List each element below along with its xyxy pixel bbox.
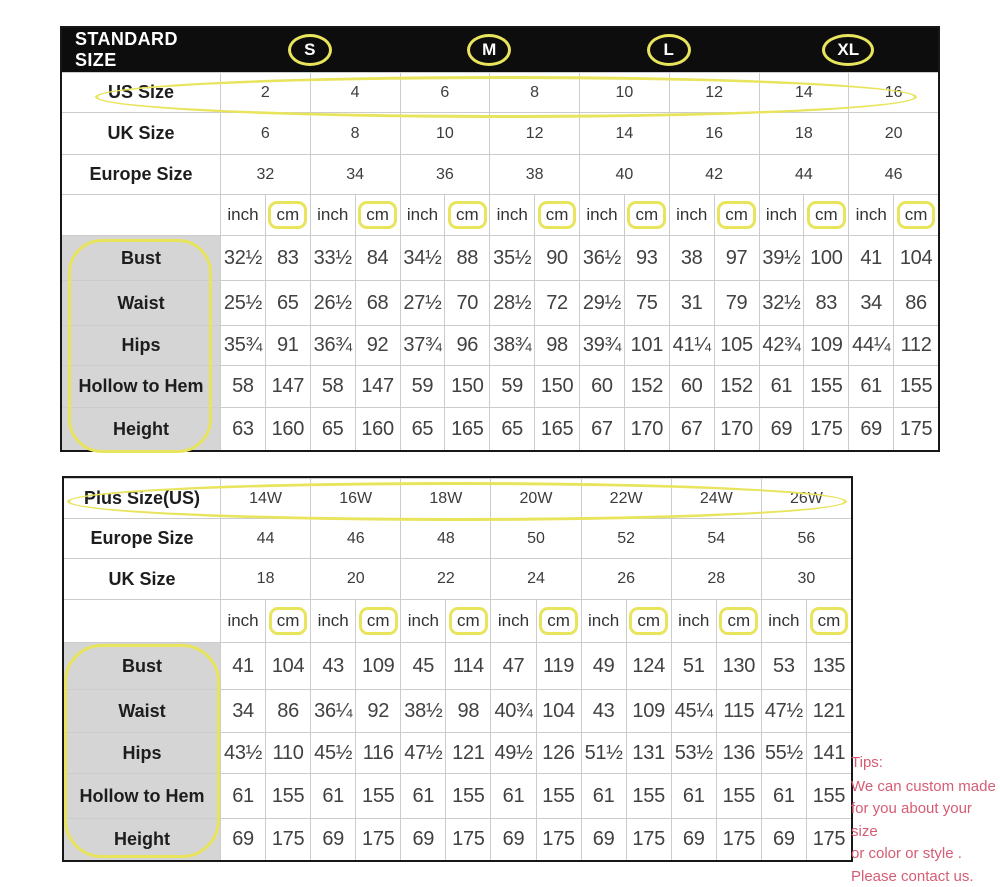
size-value: 56 [761, 518, 851, 558]
measure-value: 61 [671, 773, 716, 818]
size-value: 34 [310, 154, 400, 194]
row-label: UK Size [62, 112, 220, 154]
tips-line: We can custom made [851, 777, 996, 795]
size-value: 14W [220, 478, 310, 518]
measure-value: 93 [624, 235, 669, 280]
measure-value: 32½ [220, 235, 265, 280]
measure-value: 147 [265, 365, 310, 407]
measure-value: 28½ [489, 280, 534, 325]
size-value: 2 [220, 72, 310, 112]
measure-value: 92 [355, 325, 400, 365]
measure-value: 43 [310, 642, 355, 689]
size-value: 46 [310, 518, 400, 558]
measure-value: 135 [806, 642, 851, 689]
measure-value: 47 [490, 642, 535, 689]
unit-cm [803, 194, 848, 235]
measure-value: 155 [445, 773, 490, 818]
measure-value: 92 [355, 689, 400, 732]
size-value: 46 [848, 154, 938, 194]
measure-value: 131 [626, 732, 671, 773]
measure-value: 67 [579, 407, 624, 450]
measure-value: 69 [848, 407, 893, 450]
measure-value: 34 [220, 689, 265, 732]
size-value: 18 [220, 558, 310, 599]
measure-value: 105 [714, 325, 759, 365]
unit-inch: inch [220, 599, 265, 642]
measure-value: 150 [444, 365, 489, 407]
measure-value: 69 [310, 818, 355, 860]
measure-value: 165 [444, 407, 489, 450]
size-value: 12 [489, 112, 579, 154]
tips-line: Please contact us. [851, 867, 974, 885]
measure-value: 101 [624, 325, 669, 365]
measure-value: 104 [265, 642, 310, 689]
measure-value: 175 [806, 818, 851, 860]
unit-cm-highlight: cm [627, 201, 666, 229]
size-value: 10 [579, 72, 669, 112]
measure-value: 27½ [400, 280, 445, 325]
measure-value: 86 [893, 280, 938, 325]
tips-line: for you about your size [851, 800, 972, 840]
size-value: 44 [759, 154, 849, 194]
measure-value: 61 [761, 773, 806, 818]
measure-value: 45½ [310, 732, 355, 773]
measure-value: 35½ [489, 235, 534, 280]
measure-value: 155 [803, 365, 848, 407]
measure-value: 65 [489, 407, 534, 450]
measure-value: 126 [536, 732, 581, 773]
size-value: 22W [581, 478, 671, 518]
size-value: 54 [671, 518, 761, 558]
measure-value: 114 [445, 642, 490, 689]
size-value: 12 [669, 72, 759, 112]
tips-line: or color or style . [851, 845, 962, 862]
measure-value: 36¼ [310, 689, 355, 732]
measure-value: 25½ [220, 280, 265, 325]
measure-value: 170 [714, 407, 759, 450]
size-value: 48 [400, 518, 490, 558]
measure-value: 175 [445, 818, 490, 860]
unit-cm-highlight: cm [897, 201, 936, 229]
measure-value: 61 [220, 773, 265, 818]
measure-value: 75 [624, 280, 669, 325]
row-label: Plus Size(US) [64, 478, 220, 518]
size-value: 20 [310, 558, 400, 599]
size-value: 36 [400, 154, 490, 194]
unit-inch: inch [761, 599, 806, 642]
measure-value: 61 [400, 773, 445, 818]
size-group-m [400, 28, 580, 72]
unit-inch: inch [848, 194, 893, 235]
row-label: Hips [64, 732, 220, 773]
measure-value: 98 [445, 689, 490, 732]
unit-cm [445, 599, 490, 642]
unit-cm [444, 194, 489, 235]
unit-row-spacer [62, 194, 220, 235]
size-value: 42 [669, 154, 759, 194]
unit-cm-highlight: cm [810, 607, 849, 635]
measure-value: 65 [265, 280, 310, 325]
size-value: 30 [761, 558, 851, 599]
measure-value: 69 [400, 818, 445, 860]
measure-value: 69 [490, 818, 535, 860]
measure-value: 40¾ [490, 689, 535, 732]
row-label: Hollow to Hem [64, 773, 220, 818]
measure-value: 136 [716, 732, 761, 773]
measure-value: 104 [893, 235, 938, 280]
size-value: 22 [400, 558, 490, 599]
measure-value: 43½ [220, 732, 265, 773]
measure-value: 61 [310, 773, 355, 818]
measure-value: 69 [761, 818, 806, 860]
measure-value: 69 [759, 407, 804, 450]
measure-value: 130 [716, 642, 761, 689]
row-label: Hips [62, 325, 220, 365]
size-value: 16 [669, 112, 759, 154]
measure-value: 109 [626, 689, 671, 732]
measure-value: 43 [581, 689, 626, 732]
measure-value: 155 [716, 773, 761, 818]
measure-value: 155 [355, 773, 400, 818]
unit-inch: inch [581, 599, 626, 642]
size-value: 40 [579, 154, 669, 194]
measure-value: 141 [806, 732, 851, 773]
row-label: Height [64, 818, 220, 860]
unit-inch: inch [400, 599, 445, 642]
measure-value: 155 [893, 365, 938, 407]
unit-cm-highlight: cm [538, 201, 577, 229]
unit-cm-highlight: cm [448, 201, 487, 229]
unit-cm-highlight: cm [629, 607, 668, 635]
row-label: Waist [64, 689, 220, 732]
measure-value: 112 [893, 325, 938, 365]
size-value: 20W [490, 478, 580, 518]
measure-value: 41¼ [669, 325, 714, 365]
measure-value: 60 [669, 365, 714, 407]
measure-value: 59 [489, 365, 534, 407]
measure-value: 100 [803, 235, 848, 280]
unit-cm [806, 599, 851, 642]
measure-value: 165 [534, 407, 579, 450]
size-value: 10 [400, 112, 490, 154]
measure-value: 175 [536, 818, 581, 860]
measure-value: 34 [848, 280, 893, 325]
size-value: 52 [581, 518, 671, 558]
measure-value: 90 [534, 235, 579, 280]
measure-value: 152 [714, 365, 759, 407]
measure-value: 70 [444, 280, 489, 325]
measure-value: 152 [624, 365, 669, 407]
measure-value: 55½ [761, 732, 806, 773]
row-label: Europe Size [64, 518, 220, 558]
size-value: 8 [489, 72, 579, 112]
size-value: 18 [759, 112, 849, 154]
measure-value: 150 [534, 365, 579, 407]
measure-value: 61 [581, 773, 626, 818]
measure-value: 31 [669, 280, 714, 325]
unit-cm [265, 599, 310, 642]
unit-cm [716, 599, 761, 642]
unit-cm-highlight: cm [358, 201, 397, 229]
unit-cm-highlight: cm [359, 607, 398, 635]
size-group-s [220, 28, 400, 72]
unit-cm [355, 194, 400, 235]
measure-value: 59 [400, 365, 445, 407]
measure-value: 83 [803, 280, 848, 325]
measure-value: 88 [444, 235, 489, 280]
measure-value: 36½ [579, 235, 624, 280]
tips-title: Tips: [851, 754, 883, 771]
measure-value: 98 [534, 325, 579, 365]
measure-value: 63 [220, 407, 265, 450]
measure-value: 41 [848, 235, 893, 280]
size-value: 4 [310, 72, 400, 112]
unit-cm [536, 599, 581, 642]
measure-value: 67 [669, 407, 714, 450]
unit-cm [265, 194, 310, 235]
measure-value: 79 [714, 280, 759, 325]
measure-value: 160 [355, 407, 400, 450]
size-group-label-m: M [467, 34, 511, 66]
measure-value: 53½ [671, 732, 716, 773]
measure-value: 175 [355, 818, 400, 860]
size-value: 24 [490, 558, 580, 599]
measure-value: 36¾ [310, 325, 355, 365]
measure-value: 109 [803, 325, 848, 365]
size-value: 20 [848, 112, 938, 154]
unit-cm [714, 194, 759, 235]
measure-value: 175 [626, 818, 671, 860]
size-value: 6 [400, 72, 490, 112]
measure-value: 60 [579, 365, 624, 407]
measure-value: 61 [759, 365, 804, 407]
measure-value: 58 [310, 365, 355, 407]
size-group-l [579, 28, 759, 72]
measure-value: 44¼ [848, 325, 893, 365]
size-value: 50 [490, 518, 580, 558]
measure-value: 49 [581, 642, 626, 689]
unit-inch: inch [759, 194, 804, 235]
measure-value: 51½ [581, 732, 626, 773]
measure-value: 47½ [761, 689, 806, 732]
row-label: US Size [62, 72, 220, 112]
tips-note [851, 752, 1000, 887]
measure-value: 65 [310, 407, 355, 450]
measure-value: 124 [626, 642, 671, 689]
size-group-label-xl: XL [822, 34, 874, 66]
measure-value: 37¾ [400, 325, 445, 365]
unit-cm-highlight: cm [269, 607, 308, 635]
measure-value: 47½ [400, 732, 445, 773]
measure-value: 84 [355, 235, 400, 280]
unit-cm-highlight: cm [268, 201, 307, 229]
unit-inch: inch [669, 194, 714, 235]
size-group-label-l: L [647, 34, 691, 66]
measure-value: 97 [714, 235, 759, 280]
size-group-label-s: S [288, 34, 332, 66]
measure-value: 53 [761, 642, 806, 689]
measure-value: 39¾ [579, 325, 624, 365]
measure-value: 110 [265, 732, 310, 773]
unit-inch: inch [671, 599, 716, 642]
measure-value: 69 [581, 818, 626, 860]
unit-cm [534, 194, 579, 235]
unit-cm [893, 194, 938, 235]
measure-value: 68 [355, 280, 400, 325]
measure-value: 34½ [400, 235, 445, 280]
measure-value: 69 [671, 818, 716, 860]
measure-value: 160 [265, 407, 310, 450]
measure-value: 175 [716, 818, 761, 860]
table-title: STANDARD SIZE [62, 28, 220, 72]
size-value: 8 [310, 112, 400, 154]
unit-inch: inch [400, 194, 445, 235]
unit-cm-highlight: cm [717, 201, 756, 229]
measure-value: 35¾ [220, 325, 265, 365]
unit-inch: inch [579, 194, 624, 235]
standard-size-table [60, 26, 940, 452]
unit-inch: inch [310, 599, 355, 642]
measure-value: 96 [444, 325, 489, 365]
row-label: Height [62, 407, 220, 450]
measure-value: 61 [848, 365, 893, 407]
unit-cm-highlight: cm [719, 607, 758, 635]
row-label: UK Size [64, 558, 220, 599]
measure-value: 41 [220, 642, 265, 689]
size-value: 26 [581, 558, 671, 599]
measure-value: 155 [626, 773, 671, 818]
measure-value: 109 [355, 642, 400, 689]
measure-value: 72 [534, 280, 579, 325]
size-value: 38 [489, 154, 579, 194]
size-value: 6 [220, 112, 310, 154]
unit-cm [626, 599, 671, 642]
measure-value: 26½ [310, 280, 355, 325]
size-value: 14 [579, 112, 669, 154]
unit-cm-highlight: cm [807, 201, 846, 229]
unit-inch: inch [310, 194, 355, 235]
measure-value: 121 [445, 732, 490, 773]
size-group-xl [759, 28, 939, 72]
size-value: 14 [759, 72, 849, 112]
measure-value: 104 [536, 689, 581, 732]
row-label: Bust [62, 235, 220, 280]
measure-value: 83 [265, 235, 310, 280]
measure-value: 61 [490, 773, 535, 818]
measure-value: 86 [265, 689, 310, 732]
measure-value: 175 [893, 407, 938, 450]
measure-value: 39½ [759, 235, 804, 280]
size-value: 28 [671, 558, 761, 599]
measure-value: 49½ [490, 732, 535, 773]
size-value: 18W [400, 478, 490, 518]
measure-value: 38¾ [489, 325, 534, 365]
measure-value: 58 [220, 365, 265, 407]
measure-value: 155 [265, 773, 310, 818]
row-label: Hollow to Hem [62, 365, 220, 407]
measure-value: 32½ [759, 280, 804, 325]
measure-value: 38½ [400, 689, 445, 732]
size-value: 26W [761, 478, 851, 518]
row-label: Waist [62, 280, 220, 325]
measure-value: 155 [536, 773, 581, 818]
measure-value: 175 [803, 407, 848, 450]
unit-cm-highlight: cm [449, 607, 488, 635]
row-label: Bust [64, 642, 220, 689]
measure-value: 69 [220, 818, 265, 860]
measure-value: 175 [265, 818, 310, 860]
unit-inch: inch [489, 194, 534, 235]
unit-inch: inch [220, 194, 265, 235]
size-value: 16W [310, 478, 400, 518]
measure-value: 170 [624, 407, 669, 450]
measure-value: 119 [536, 642, 581, 689]
measure-value: 155 [806, 773, 851, 818]
size-value: 32 [220, 154, 310, 194]
measure-value: 42¾ [759, 325, 804, 365]
row-label: Europe Size [62, 154, 220, 194]
measure-value: 147 [355, 365, 400, 407]
unit-cm [355, 599, 400, 642]
unit-cm-highlight: cm [539, 607, 578, 635]
unit-row-spacer [64, 599, 220, 642]
size-value: 16 [848, 72, 938, 112]
measure-value: 115 [716, 689, 761, 732]
measure-value: 45¼ [671, 689, 716, 732]
measure-value: 91 [265, 325, 310, 365]
unit-inch: inch [490, 599, 535, 642]
measure-value: 51 [671, 642, 716, 689]
measure-value: 45 [400, 642, 445, 689]
unit-cm [624, 194, 669, 235]
measure-value: 116 [355, 732, 400, 773]
size-value: 44 [220, 518, 310, 558]
measure-value: 38 [669, 235, 714, 280]
measure-value: 65 [400, 407, 445, 450]
measure-value: 121 [806, 689, 851, 732]
measure-value: 29½ [579, 280, 624, 325]
size-value: 24W [671, 478, 761, 518]
measure-value: 33½ [310, 235, 355, 280]
plus-size-table [62, 476, 853, 862]
